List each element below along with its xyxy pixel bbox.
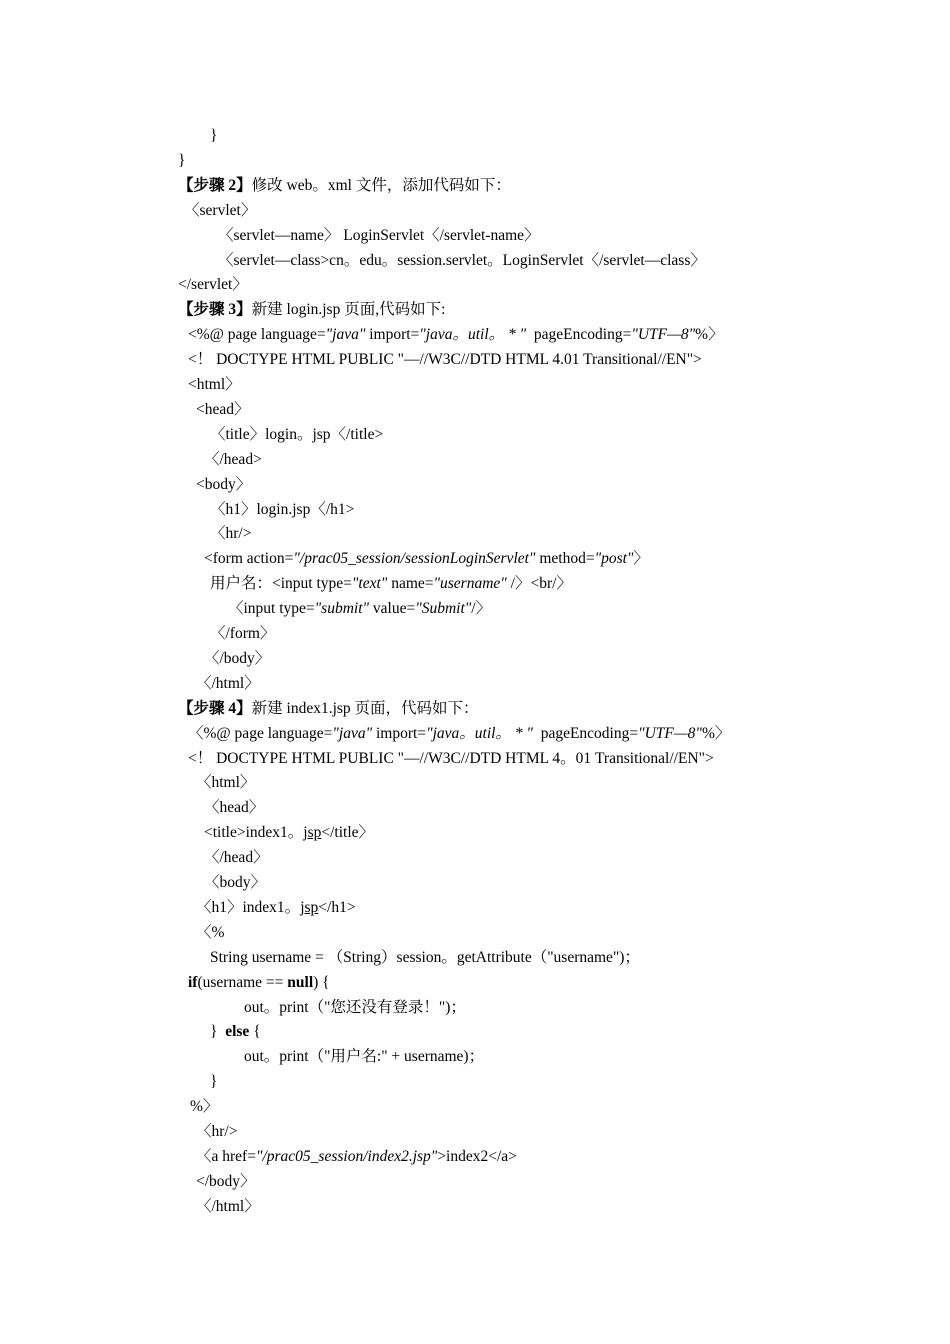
code-line — [210, 123, 217, 148]
code-line — [196, 895, 356, 920]
text-segment: <%@ page language= — [188, 326, 326, 343]
text-segment: name= — [387, 575, 434, 592]
text-segment: 新建 index1.jsp 页面，代码如下： — [251, 700, 479, 717]
text-segment: 〈body〉 — [204, 874, 267, 891]
text-segment: } — [210, 1023, 226, 1040]
text-segment: 〈servlet—name〉 LoginServlet〈/servlet-name〉 — [218, 227, 540, 244]
code-line — [210, 1069, 217, 1094]
text-segment: (username == — [197, 974, 288, 991]
code-line — [218, 248, 706, 273]
code-line — [196, 671, 260, 696]
italic-text: "UTF—8" — [631, 326, 696, 343]
text-segment: 〈/head〉 — [204, 849, 269, 866]
text-segment: 〈servlet〉 — [184, 202, 257, 219]
text-segment: 〈%@ page language= — [188, 725, 333, 742]
text-segment: 〈/html〉 — [196, 675, 260, 692]
code-line — [184, 198, 256, 223]
text-segment: 〈servlet—class>cn。edu。session.servlet。LoginServlet〈/servlet—class〉 — [218, 252, 706, 269]
text-segment: value= — [369, 600, 416, 617]
code-line — [196, 770, 255, 795]
code-line — [196, 1119, 237, 1144]
code-line — [210, 1019, 261, 1044]
text-segment: method= — [535, 550, 595, 567]
text-segment: 〈a href= — [196, 1148, 256, 1165]
bold-text: null — [287, 974, 314, 991]
text-segment: 用户名：<input type= — [210, 575, 352, 592]
text-segment: <title>index1。 — [204, 824, 304, 841]
code-line — [204, 795, 264, 820]
code-line — [196, 920, 224, 945]
text-segment: <form action= — [204, 550, 294, 567]
code-line — [204, 646, 270, 671]
text-segment: 〈hr/> — [196, 1123, 238, 1140]
code-line — [178, 696, 479, 721]
code-line — [188, 746, 714, 771]
text-segment: 〈/form〉 — [210, 625, 276, 642]
text-segment: <head〉 — [196, 401, 250, 418]
bold-text: 【步骤 4】 — [178, 700, 252, 717]
text-segment: } — [178, 152, 186, 169]
code-line — [188, 970, 330, 995]
bold-text: 【步骤 2】 — [178, 177, 252, 194]
code-line — [188, 322, 724, 347]
text-segment: /〉<br/〉 — [506, 575, 572, 592]
text-segment: <！ DOCTYPE HTML PUBLIC "—//W3C//DTD HTML 4.01 Transitional//EN"> — [188, 351, 702, 368]
italic-text: "java" — [325, 326, 366, 343]
code-line — [218, 223, 540, 248]
italic-text: "java。util。 * " — [426, 725, 533, 742]
text-segment: out。print（"用户名:" + username)； — [244, 1048, 485, 1065]
text-segment: ) { — [313, 974, 330, 991]
text-segment: 〈html〉 — [196, 774, 256, 791]
text-segment: <body〉 — [196, 476, 252, 493]
italic-text: "Submit" — [415, 600, 472, 617]
italic-text: "text" — [351, 575, 388, 592]
text-segment: </servlet〉 — [178, 276, 248, 293]
code-line — [204, 845, 269, 870]
italic-text: "username" — [433, 575, 507, 592]
text-segment: import= — [372, 725, 427, 742]
text-segment: 修改 web。xml 文件，添加代码如下： — [251, 177, 511, 194]
text-segment: >index2</a> — [437, 1148, 517, 1165]
code-line — [196, 397, 250, 422]
text-segment: import= — [365, 326, 420, 343]
underlined-text: jsp — [300, 899, 319, 916]
text-segment: 〈/body〉 — [204, 650, 271, 667]
text-segment: pageEncoding= — [526, 326, 632, 343]
text-segment: } — [210, 127, 218, 144]
text-segment: 〈h1〉login.jsp〈/h1> — [210, 501, 355, 518]
code-line — [196, 1144, 517, 1169]
text-segment: %〉 — [701, 725, 731, 742]
text-segment: </body〉 — [196, 1173, 256, 1190]
code-line — [210, 621, 275, 646]
italic-text: "java。util。 * " — [419, 326, 527, 343]
code-line — [210, 497, 354, 522]
code-line — [244, 1044, 484, 1069]
code-line — [244, 995, 466, 1020]
italic-text: "submit" — [314, 600, 370, 617]
text-segment: out。print（"您还没有登录！")； — [244, 999, 466, 1016]
code-line — [196, 1194, 260, 1219]
code-line — [204, 447, 262, 472]
text-segment: <html〉 — [188, 376, 241, 393]
code-line — [210, 945, 640, 970]
italic-text: "UTF—8" — [638, 725, 702, 742]
text-segment: 〈% — [196, 924, 225, 941]
code-line — [204, 870, 266, 895]
text-segment: 〈hr/> — [210, 525, 252, 542]
code-line — [190, 1094, 218, 1119]
text-segment: 〈title〉login。jsp〈/title> — [210, 426, 384, 443]
code-line — [178, 148, 185, 173]
text-segment: String username = （String）session。getAttribute（"username")； — [210, 949, 640, 966]
code-line — [178, 297, 445, 322]
code-line — [204, 820, 374, 845]
text-segment: %〉 — [190, 1098, 219, 1115]
text-segment: 〈/html〉 — [196, 1198, 260, 1215]
code-line — [210, 571, 572, 596]
code-line — [188, 347, 702, 372]
code-line — [210, 521, 251, 546]
code-line — [188, 721, 730, 746]
code-line — [178, 173, 511, 198]
bold-text: 【步骤 3】 — [178, 301, 252, 318]
text-segment: 〈input type= — [228, 600, 315, 617]
text-segment: </h1> — [318, 899, 356, 916]
text-segment: </title〉 — [321, 824, 375, 841]
code-line — [204, 546, 649, 571]
text-segment: { — [249, 1023, 261, 1040]
text-segment: 〉 — [633, 550, 649, 567]
bold-text: if — [188, 974, 198, 991]
text-segment: 〈h1〉index1。 — [196, 899, 301, 916]
text-segment: <！ DOCTYPE HTML PUBLIC "—//W3C//DTD HTML 4。01 Transitional//EN"> — [188, 750, 714, 767]
text-segment: %〉 — [695, 326, 724, 343]
code-line — [178, 272, 248, 297]
underlined-text: jsp — [303, 824, 322, 841]
italic-text: "java" — [332, 725, 373, 742]
text-segment: pageEncoding= — [532, 725, 639, 742]
italic-text: "/prac05_session/index2.jsp" — [255, 1148, 438, 1165]
text-segment: 〈head〉 — [204, 799, 265, 816]
text-segment: /〉 — [471, 600, 492, 617]
text-segment: 新建 login.jsp 页面,代码如下: — [251, 301, 446, 318]
bold-text: else — [225, 1023, 250, 1040]
code-line — [210, 422, 383, 447]
text-segment: } — [210, 1073, 218, 1090]
code-line — [228, 596, 491, 621]
code-line — [188, 372, 241, 397]
italic-text: "/prac05_session/sessionLoginServlet" — [293, 550, 536, 567]
text-segment: 〈/head> — [204, 451, 262, 468]
code-line — [196, 1169, 256, 1194]
italic-text: "post" — [594, 550, 634, 567]
code-line — [196, 472, 251, 497]
